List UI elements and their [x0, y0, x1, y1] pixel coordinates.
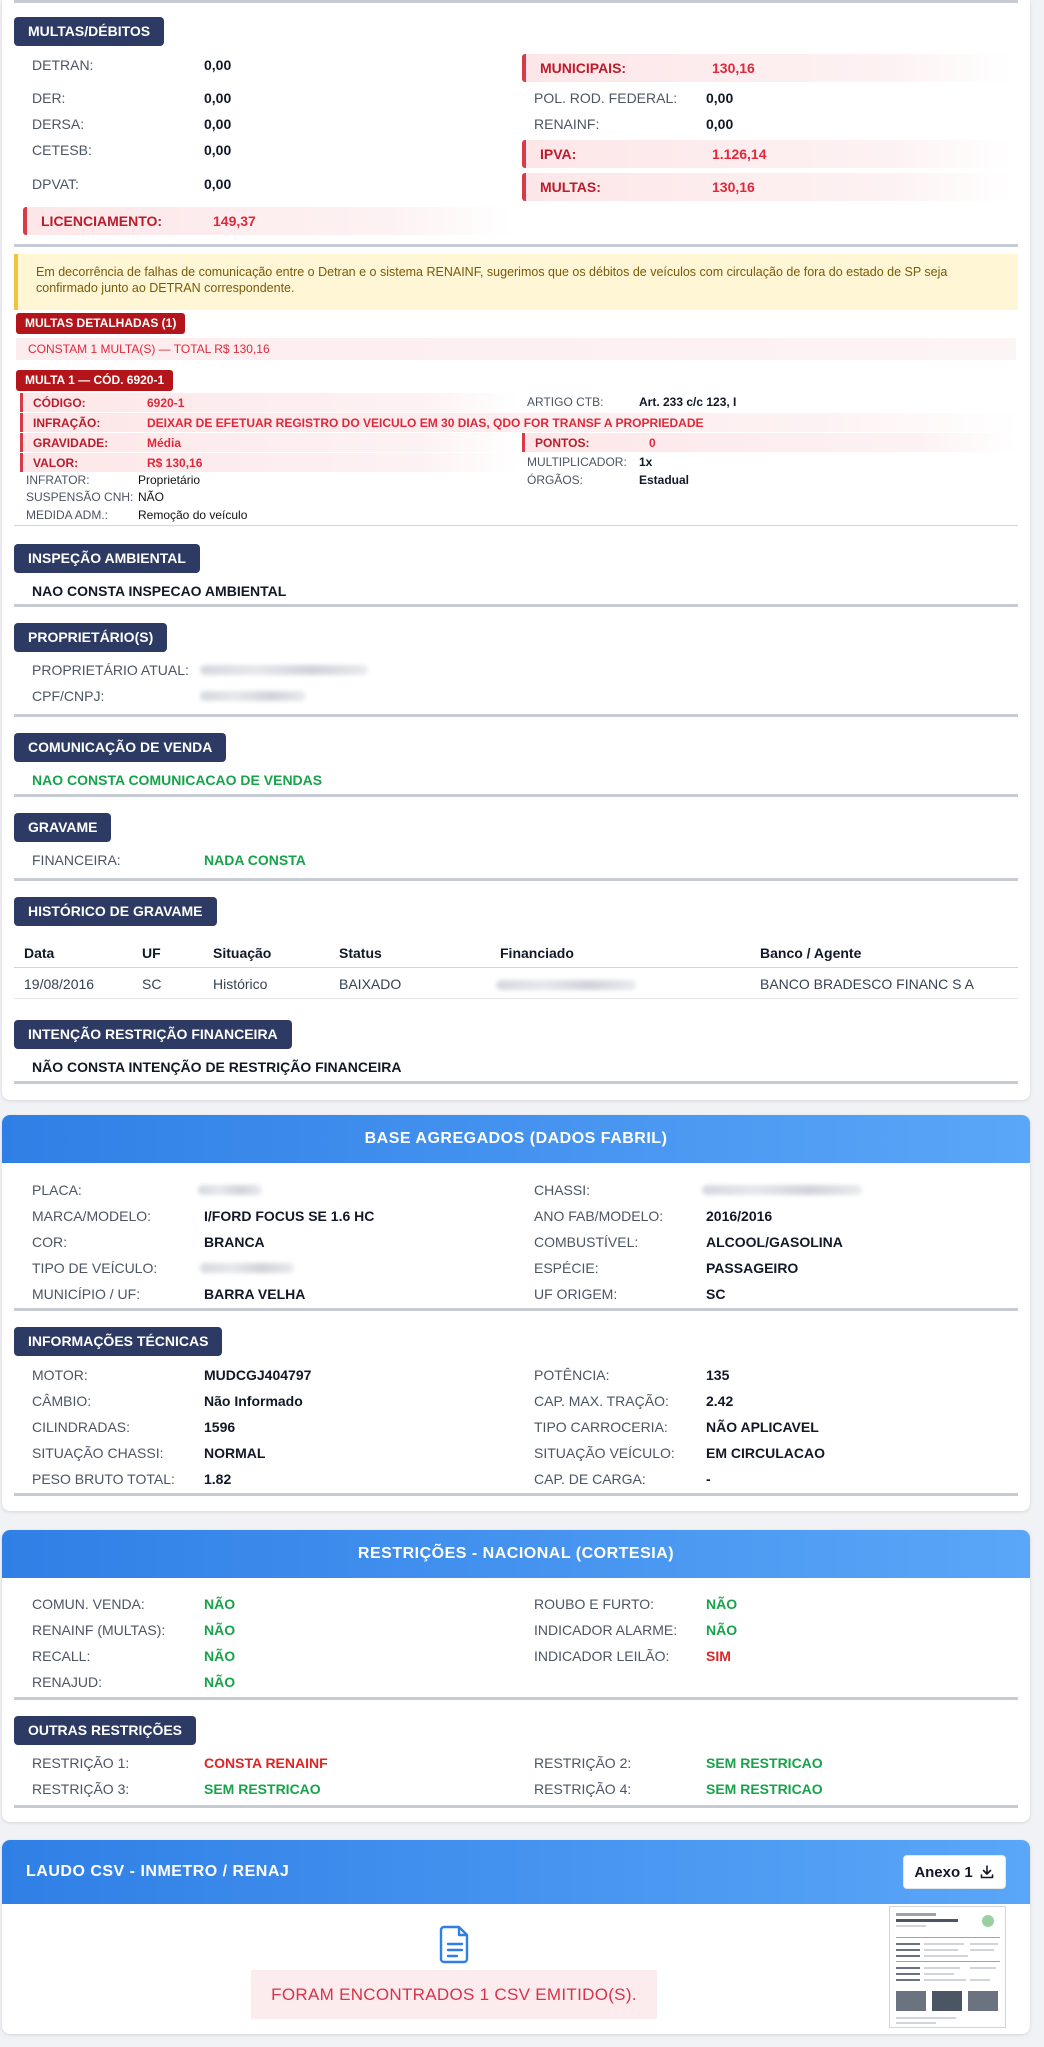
potencia-label: POTÊNCIA:: [534, 1367, 610, 1383]
sit-chassi-value: NORMAL: [204, 1445, 266, 1461]
uf-origem-value: SC: [706, 1286, 726, 1302]
r2-label: RESTRIÇÃO 2:: [534, 1755, 632, 1771]
comun-label: COMUN. VENDA:: [32, 1596, 145, 1612]
section-badge-multas: MULTAS/DÉBITOS: [14, 17, 164, 46]
especie-value: PASSAGEIRO: [706, 1260, 799, 1276]
financeira-value: NADA CONSTA: [204, 852, 306, 868]
renainf-label: RENAINF:: [534, 116, 600, 132]
comunicacao-value: NAO CONSTA COMUNICACAO DE VENDAS: [32, 772, 323, 788]
r4-value: SEM RESTRICAO: [706, 1781, 823, 1797]
cambio-label: CÂMBIO:: [32, 1393, 92, 1409]
section-badge-comunicacao: COMUNICAÇÃO DE VENDA: [14, 733, 226, 762]
tipo-label: TIPO DE VEÍCULO:: [32, 1260, 158, 1276]
renainf-multas-label: RENAINF (MULTAS):: [32, 1622, 166, 1638]
sit-chassi-label: SITUAÇÃO CHASSI:: [32, 1445, 164, 1461]
der-label: DER:: [32, 90, 66, 106]
table-row-divider: [14, 998, 1018, 999]
col-banco: Banco / Agente: [760, 945, 862, 961]
valor-label: VALOR:: [33, 456, 79, 470]
combustivel-label: COMBUSTÍVEL:: [534, 1234, 639, 1250]
alarme-value: NÃO: [706, 1622, 738, 1638]
valor-value: R$ 130,16: [147, 456, 203, 470]
download-icon: [979, 1864, 995, 1880]
municipio-value: BARRA VELHA: [204, 1286, 306, 1302]
municipais-highlight: [522, 54, 1012, 82]
laudo-header: [2, 1840, 1030, 1904]
cor-label: COR:: [32, 1234, 67, 1250]
multas-summary-bar: [16, 338, 1016, 360]
recall-value: NÃO: [204, 1648, 236, 1664]
suspensao-label: SUSPENSÃO CNH:: [26, 490, 134, 504]
col-situacao: Situação: [213, 945, 272, 961]
multiplicador-label: MULTIPLICADOR:: [527, 455, 627, 469]
detran-label: DETRAN:: [32, 57, 94, 73]
section-divider: [14, 1493, 1018, 1496]
row-banco: BANCO BRADESCO FINANC S A: [760, 976, 974, 992]
agregados-header: BASE AGREGADOS (DADOS FABRIL): [2, 1115, 1030, 1163]
especie-label: ESPÉCIE:: [534, 1260, 599, 1276]
renajud-value: NÃO: [204, 1674, 236, 1690]
restricoes-card: [2, 1530, 1030, 1822]
r1-value: CONSTA RENAINF: [204, 1755, 328, 1771]
peso-label: PESO BRUTO TOTAL:: [32, 1471, 175, 1487]
renajud-label: RENAJUD:: [32, 1674, 103, 1690]
motor-value: MUDCGJ404797: [204, 1367, 312, 1383]
financeira-label: FINANCEIRA:: [32, 852, 121, 868]
r3-label: RESTRIÇÃO 3:: [32, 1781, 130, 1797]
licenciamento-value: 149,37: [213, 213, 256, 229]
leilao-label: INDICADOR LEILÃO:: [534, 1648, 670, 1664]
anexo-label: Anexo 1: [914, 1863, 973, 1881]
ipva-label: IPVA:: [540, 146, 577, 162]
orgaos-value: Estadual: [639, 473, 690, 487]
top-divider: [14, 0, 1018, 3]
row-data: 19/08/2016: [24, 976, 95, 992]
document-icon: [438, 1924, 472, 1964]
section-badge-historico: HISTÓRICO DE GRAVAME: [14, 897, 217, 926]
artigo-value: Art. 233 c/c 123, I: [639, 395, 737, 409]
section-divider: [14, 1308, 1018, 1311]
r4-label: RESTRIÇÃO 4:: [534, 1781, 632, 1797]
pontos-row: [522, 433, 1017, 452]
chassi-label: CHASSI:: [534, 1182, 591, 1198]
ipva-highlight: [522, 140, 1012, 168]
tipo-redacted: [200, 1263, 294, 1273]
artigo-label: ARTIGO CTB:: [527, 395, 604, 409]
sit-veiculo-value: EM CIRCULACAO: [706, 1445, 825, 1461]
infrator-value: Proprietário: [138, 473, 201, 487]
pontos-value: 0: [649, 436, 656, 450]
multas-highlight: [522, 173, 1012, 201]
valor-row: [20, 453, 520, 472]
infracao-row: [20, 413, 1020, 432]
csv-found-message: FORAM ENCONTRADOS 1 CSV EMITIDO(S).: [251, 1970, 657, 2019]
sit-veiculo-label: SITUAÇÃO VEÍCULO:: [534, 1445, 675, 1461]
dersa-value: 0,00: [204, 116, 232, 132]
orgaos-label: ÓRGÃOS:: [527, 473, 584, 487]
multas-label: MULTAS:: [540, 179, 601, 195]
section-divider: [14, 794, 1018, 797]
medida-label: MEDIDA ADM.:: [26, 508, 109, 522]
anexo-button[interactable]: [903, 1855, 1006, 1889]
cpf-label: CPF/CNPJ:: [32, 688, 105, 704]
section-badge-proprietarios: PROPRIETÁRIO(S): [14, 623, 167, 652]
cap-tracao-label: CAP. MAX. TRAÇÃO:: [534, 1393, 669, 1409]
section-badge-inspecao: INSPEÇÃO AMBIENTAL: [14, 544, 200, 573]
suspensao-value: NÃO: [138, 490, 165, 504]
dersa-label: DERSA:: [32, 116, 85, 132]
infracao-label: INFRAÇÃO:: [33, 416, 101, 430]
der-value: 0,00: [204, 90, 232, 106]
multa-1-badge: MULTA 1 — CÓD. 6920-1: [16, 370, 173, 391]
multiplicador-value: 1x: [639, 455, 653, 469]
carroceria-label: TIPO CARROCERIA:: [534, 1419, 668, 1435]
restricoes-header: RESTRIÇÕES - NACIONAL (CORTESIA): [2, 1530, 1030, 1578]
cap-carga-value: -: [706, 1471, 711, 1487]
licenciamento-label: LICENCIAMENTO:: [41, 213, 163, 229]
intencao-value: NÃO CONSTA INTENÇÃO DE RESTRIÇÃO FINANCEIRA: [32, 1059, 402, 1075]
row-uf: SC: [142, 976, 162, 992]
section-divider: [14, 1805, 1018, 1808]
potencia-value: 135: [706, 1367, 730, 1383]
leilao-value: SIM: [706, 1648, 731, 1664]
cpf-redacted: [200, 691, 306, 701]
infrator-label: INFRATOR:: [26, 473, 90, 487]
municipio-label: MUNICÍPIO / UF:: [32, 1286, 141, 1302]
section-badge-tecnicas: INFORMAÇÕES TÉCNICAS: [14, 1327, 222, 1356]
inspecao-value: NAO CONSTA INSPECAO AMBIENTAL: [32, 583, 287, 599]
section-badge-gravame: GRAVAME: [14, 813, 111, 842]
vehicle-report-card: [2, 0, 1030, 1100]
licenciamento-highlight: [23, 207, 513, 235]
ipva-value: 1.126,14: [712, 146, 767, 162]
dpvat-label: DPVAT:: [32, 176, 79, 192]
renainf-notice: Em decorrência de falhas de comunicação entre o Detran e o sistema RENAINF, sugerimos que os débitos de veículos com circulação de fora do estado de SP seja confirmado junto ao DETRAN correspondente.: [14, 254, 1018, 310]
row-status: BAIXADO: [339, 976, 402, 992]
dpvat-value: 0,00: [204, 176, 232, 192]
cilindradas-value: 1596: [204, 1419, 236, 1435]
laudo-title: LAUDO CSV - INMETRO / RENAJ: [26, 1863, 290, 1880]
proprietario-atual-label: PROPRIETÁRIO ATUAL:: [32, 662, 189, 678]
alarme-label: INDICADOR ALARME:: [534, 1622, 678, 1638]
laudo-card: [2, 1840, 1030, 2034]
cor-value: BRANCA: [204, 1234, 265, 1250]
codigo-label: CÓDIGO:: [33, 396, 86, 410]
uf-origem-label: UF ORIGEM:: [534, 1286, 618, 1302]
cetesb-label: CETESB:: [32, 142, 92, 158]
multas-summary: CONSTAM 1 MULTA(S) — TOTAL R$ 130,16: [28, 342, 270, 356]
row-financiado-redacted: [496, 980, 636, 990]
document-thumbnail[interactable]: [889, 1906, 1006, 2028]
carroceria-value: NÃO APLICAVEL: [706, 1419, 819, 1435]
section-divider: [14, 714, 1018, 717]
gravidade-value: Média: [147, 436, 182, 450]
renainf-multas-value: NÃO: [204, 1622, 236, 1638]
municipais-label: MUNICIPAIS:: [540, 60, 627, 76]
recall-label: RECALL:: [32, 1648, 91, 1664]
cambio-value: Não Informado: [204, 1393, 303, 1409]
section-divider: [14, 244, 1018, 247]
multas-value: 130,16: [712, 179, 755, 195]
section-divider: [14, 1081, 1018, 1084]
placa-label: PLACA:: [32, 1182, 82, 1198]
cetesb-value: 0,00: [204, 142, 232, 158]
cap-carga-label: CAP. DE CARGA:: [534, 1471, 646, 1487]
gravidade-label: GRAVIDADE:: [33, 436, 109, 450]
comun-value: NÃO: [204, 1596, 236, 1612]
peso-value: 1.82: [204, 1471, 232, 1487]
row-situacao: Histórico: [213, 976, 268, 992]
agregados-card: [2, 1115, 1030, 1511]
pol-rod-value: 0,00: [706, 90, 734, 106]
section-divider: [14, 1697, 1018, 1700]
municipais-value: 130,16: [712, 60, 755, 76]
section-badge-outras: OUTRAS RESTRIÇÕES: [14, 1716, 196, 1745]
infracao-value: DEIXAR DE EFETUAR REGISTRO DO VEICULO EM 30 DIAS, QDO FOR TRANSF A PROPRIEDADE: [147, 416, 704, 430]
codigo-row: [20, 393, 520, 412]
r3-value: SEM RESTRICAO: [204, 1781, 321, 1797]
pol-rod-label: POL. ROD. FEDERAL:: [534, 90, 678, 106]
codigo-value: 6920-1: [147, 396, 185, 410]
section-badge-intencao: INTENÇÃO RESTRIÇÃO FINANCEIRA: [14, 1020, 292, 1049]
ano-label: ANO FAB/MODELO:: [534, 1208, 664, 1224]
table-header-divider: [14, 967, 1018, 968]
col-uf: UF: [142, 945, 161, 961]
roubo-value: NÃO: [706, 1596, 738, 1612]
section-divider: [14, 604, 1018, 607]
col-financiado: Financiado: [500, 945, 574, 961]
gravidade-row: [20, 433, 520, 452]
marca-value: I/FORD FOCUS SE 1.6 HC: [204, 1208, 375, 1224]
placa-redacted: [198, 1185, 262, 1195]
multas-detalhadas-badge: MULTAS DETALHADAS (1): [16, 313, 185, 334]
renainf-value: 0,00: [706, 116, 734, 132]
detran-value: 0,00: [204, 57, 232, 73]
multa-divider: [14, 525, 1018, 526]
col-status: Status: [339, 945, 382, 961]
motor-label: MOTOR:: [32, 1367, 88, 1383]
ano-value: 2016/2016: [706, 1208, 773, 1224]
section-divider: [14, 878, 1018, 881]
roubo-label: ROUBO E FURTO:: [534, 1596, 655, 1612]
pontos-label: PONTOS:: [535, 436, 590, 450]
cilindradas-label: CILINDRADAS:: [32, 1419, 131, 1435]
proprietario-atual-redacted: [200, 665, 368, 675]
chassi-redacted: [702, 1185, 862, 1195]
r1-label: RESTRIÇÃO 1:: [32, 1755, 130, 1771]
combustivel-value: ALCOOL/GASOLINA: [706, 1234, 843, 1250]
r2-value: SEM RESTRICAO: [706, 1755, 823, 1771]
col-data: Data: [24, 945, 55, 961]
marca-label: MARCA/MODELO:: [32, 1208, 152, 1224]
medida-value: Remoção do veículo: [138, 508, 248, 522]
cap-tracao-value: 2.42: [706, 1393, 734, 1409]
